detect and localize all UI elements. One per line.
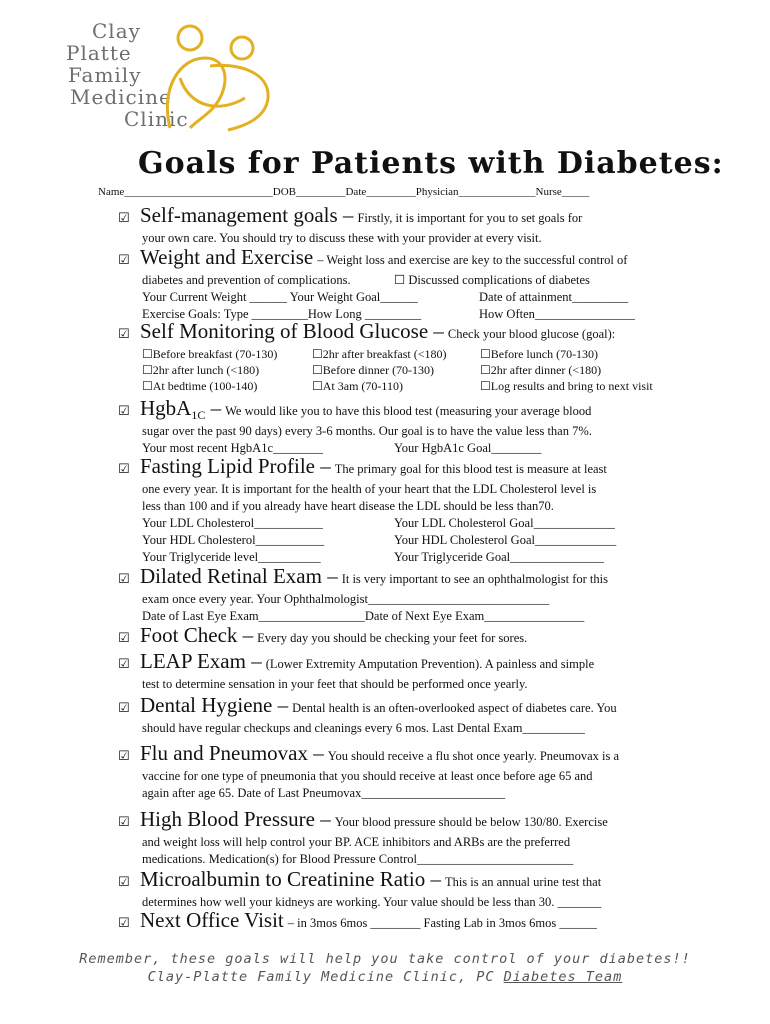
footer-team-link: Diabetes Team bbox=[503, 969, 623, 985]
goal-text-line: sugar over the past 90 days) every 3-6 months. Our goal is to have the value less than 7%. bbox=[142, 424, 592, 438]
goal-heading: Weight and Exercise bbox=[140, 245, 314, 269]
goal-text-line: medications. Medication(s) for Blood Pressure Control_________________________ bbox=[142, 852, 574, 866]
goal-description: Firstly, it is important for you to set goals for bbox=[357, 211, 583, 225]
text-cell: Your LDL Cholesterol Goal_____________ bbox=[394, 516, 615, 530]
goal-heading: Dilated Retinal Exam – bbox=[140, 564, 338, 588]
checkbox-checked-icon: ☑ bbox=[118, 211, 130, 226]
checkbox-checked-icon: ☑ bbox=[118, 875, 130, 890]
checkbox-checked-icon: ☑ bbox=[118, 327, 130, 342]
goal-foot-check bbox=[118, 624, 678, 650]
logo-line: Family bbox=[68, 63, 142, 87]
goal-dental-hygiene bbox=[118, 694, 678, 737]
checkbox-checked-icon: ☑ bbox=[118, 701, 130, 716]
goal-text-line: one every year. It is important for the health of your heart that the LDL Cholesterol level is bbox=[142, 482, 597, 496]
goal-leap-exam bbox=[118, 650, 678, 693]
goal-description: – in 3mos 6mos ________ Fasting Lab in 3mos 6mos ______ bbox=[287, 916, 597, 930]
goal-heading-dash: – bbox=[205, 396, 222, 420]
goal-next-office-visit bbox=[118, 909, 678, 935]
goal-heading: High Blood Pressure – bbox=[140, 807, 331, 831]
goal-heading: Self Monitoring of Blood Glucose – bbox=[140, 319, 444, 343]
patient-info-line: Name___________________________DOB_________Date_________Physician______________Nurse_____ bbox=[98, 186, 590, 198]
checkbox-checked-icon: ☑ bbox=[118, 631, 130, 646]
goal-description: Your blood pressure should be below 130/80. Exercise bbox=[334, 815, 608, 829]
glucose-option[interactable]: ☐Log results and bring to next visit bbox=[480, 379, 653, 393]
goal-blood-pressure bbox=[118, 808, 678, 868]
logo-line: Platte bbox=[66, 41, 132, 65]
goal-description: Every day you should be checking your feet for sores. bbox=[257, 631, 528, 645]
goal-heading: Dental Hygiene – bbox=[140, 693, 289, 717]
glucose-option[interactable]: ☐Before dinner (70-130) bbox=[312, 363, 435, 377]
footer-clinic bbox=[0, 969, 770, 985]
goal-flu-pneumovax bbox=[118, 742, 678, 802]
text-cell: Your LDL Cholesterol___________ bbox=[142, 516, 323, 530]
goal-text-line: Date of Last Eye Exam_________________Date of Next Eye Exam________________ bbox=[142, 609, 585, 623]
text-cell: Your Triglyceride Goal_______________ bbox=[394, 550, 604, 564]
goal-microalbumin bbox=[118, 868, 678, 911]
checkbox-checked-icon: ☑ bbox=[118, 572, 130, 587]
text-cell: Your HgbA1c Goal________ bbox=[394, 441, 542, 455]
goal-text-line: less than 100 and if you already have heart disease the LDL should be less than70. bbox=[142, 499, 554, 513]
checkbox-checked-icon: ☑ bbox=[118, 253, 130, 268]
text-cell: Your HDL Cholesterol___________ bbox=[142, 533, 325, 547]
goal-text-line: determines how well your kidneys are working. Your value should be less than 30. _______ bbox=[142, 895, 602, 909]
glucose-option[interactable]: ☐2hr after breakfast (<180) bbox=[312, 347, 447, 361]
text-cell: ☐ Discussed complications of diabetes bbox=[394, 273, 590, 287]
text-cell: Exercise Goals: Type _________How Long _________ bbox=[142, 307, 422, 321]
goal-text-line: your own care. You should try to discuss these with your provider at every visit. bbox=[142, 231, 542, 245]
goal-blood-glucose bbox=[118, 320, 678, 394]
goal-description: The primary goal for this blood test is measure at least bbox=[334, 462, 607, 476]
logo-line: Medicine bbox=[70, 85, 172, 109]
goal-heading: HgbA bbox=[140, 396, 192, 420]
goal-lipid-profile bbox=[118, 455, 678, 566]
text-cell: diabetes and prevention of complications. bbox=[142, 273, 351, 287]
goal-description: Check your blood glucose (goal): bbox=[447, 327, 616, 341]
goal-heading-subscript: 1C bbox=[191, 408, 206, 422]
goal-description: It is very important to see an ophthalmologist for this bbox=[341, 572, 608, 586]
goal-heading: Fasting Lipid Profile – bbox=[140, 454, 331, 478]
text-cell: Your Triglyceride level__________ bbox=[142, 550, 321, 564]
goal-heading: Next Office Visit bbox=[140, 908, 284, 932]
page-title: Goals for Patients with Diabetes: bbox=[138, 146, 724, 181]
logo-line: Clay bbox=[92, 19, 141, 43]
goal-self-management bbox=[118, 204, 678, 247]
goal-description: Dental health is an often-overlooked aspect of diabetes care. You bbox=[292, 701, 617, 715]
goal-text-line: test to determine sensation in your feet that should be performed once yearly. bbox=[142, 677, 528, 691]
text-cell: How Often________________ bbox=[479, 307, 635, 321]
goal-text-line: and weight loss will help control your BP. ACE inhibitors and ARBs are the preferred bbox=[142, 835, 571, 849]
checkbox-checked-icon: ☑ bbox=[118, 749, 130, 764]
goal-description: You should receive a flu shot once yearly. Pneumovax is a bbox=[327, 749, 620, 763]
goal-heading: LEAP Exam – bbox=[140, 649, 262, 673]
clinic-logo-figures bbox=[150, 18, 280, 133]
glucose-option[interactable]: ☐At 3am (70-110) bbox=[312, 379, 403, 393]
goal-heading: Self-management goals – bbox=[140, 203, 354, 227]
goal-description: (Lower Extremity Amputation Prevention). A painless and simple bbox=[265, 657, 595, 671]
goal-description: – Weight loss and exercise are key to the successful control of bbox=[317, 253, 628, 267]
goal-text-line: again after age 65. Date of Last Pneumovax_______________________ bbox=[142, 786, 506, 800]
goal-description: We would like you to have this blood test (measuring your average blood bbox=[225, 404, 592, 418]
goal-heading: Microalbumin to Creatinine Ratio – bbox=[140, 867, 441, 891]
goal-hgba1c bbox=[118, 397, 678, 457]
goal-heading: Flu and Pneumovax – bbox=[140, 741, 324, 765]
glucose-option[interactable]: ☐Before breakfast (70-130) bbox=[142, 347, 278, 361]
checkbox-checked-icon: ☑ bbox=[118, 657, 130, 672]
logo-line: Clinic bbox=[124, 107, 189, 131]
checkbox-checked-icon: ☑ bbox=[118, 916, 130, 931]
goal-text-line: exam once every year. Your Ophthalmologist_____________________________ bbox=[142, 592, 550, 606]
goal-weight-exercise bbox=[118, 246, 678, 323]
checkbox-checked-icon: ☑ bbox=[118, 815, 130, 830]
checkbox-checked-icon: ☑ bbox=[118, 404, 130, 419]
glucose-option[interactable]: ☐2hr after dinner (<180) bbox=[480, 363, 602, 377]
footer-reminder: Remember, these goals will help you take control of your diabetes!! bbox=[79, 951, 691, 967]
glucose-option[interactable]: ☐2hr after lunch (<180) bbox=[142, 363, 260, 377]
checkbox-checked-icon: ☑ bbox=[118, 462, 130, 477]
goal-text-line: should have regular checkups and cleanings every 6 mos. Last Dental Exam__________ bbox=[142, 721, 585, 735]
text-cell: Your HDL Cholesterol Goal_____________ bbox=[394, 533, 617, 547]
goal-retinal-exam bbox=[118, 565, 678, 625]
glucose-option[interactable]: ☐At bedtime (100-140) bbox=[142, 379, 258, 393]
goal-text-line: vaccine for one type of pneumonia that you should receive at least once before age 65 and bbox=[142, 769, 593, 783]
footer-clinic-name: Clay-Platte Family Medicine Clinic, PC bbox=[147, 969, 504, 985]
glucose-option[interactable]: ☐Before lunch (70-130) bbox=[480, 347, 599, 361]
goal-description: This is an annual urine test that bbox=[444, 875, 602, 889]
text-cell: Your Current Weight ______ Your Weight Goal______ bbox=[142, 290, 418, 304]
goal-heading: Foot Check – bbox=[140, 623, 254, 647]
text-cell: Your most recent HgbA1c________ bbox=[142, 441, 324, 455]
text-cell: Date of attainment_________ bbox=[479, 290, 629, 304]
